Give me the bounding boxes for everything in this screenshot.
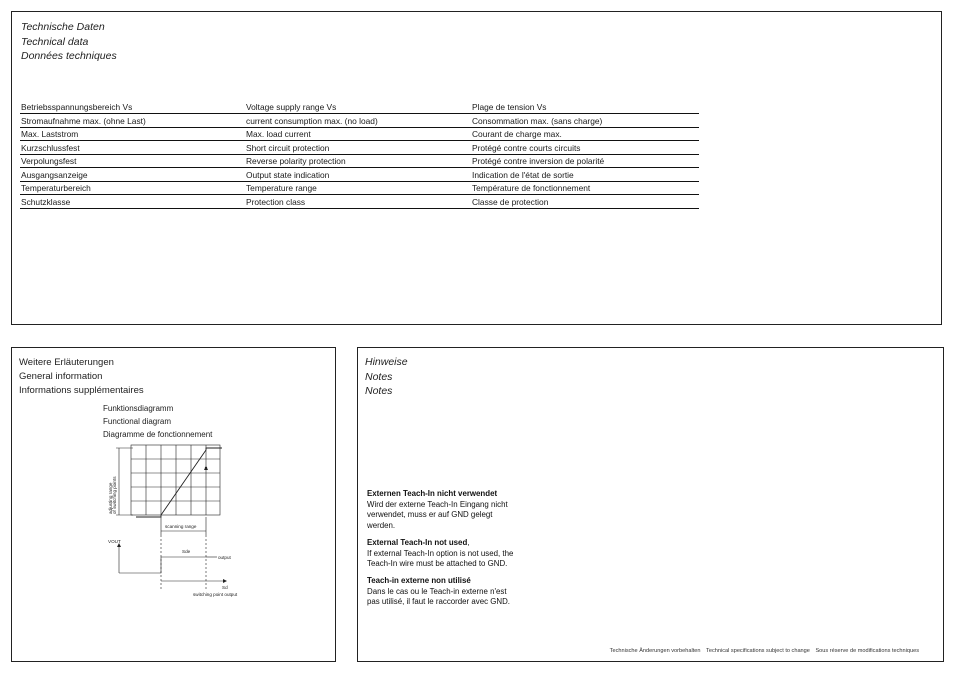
notes-heading	[365, 355, 408, 399]
spec-label-fr: Température de fonctionnement	[471, 181, 699, 195]
spec-label-en: current consumption max. (no load)	[245, 114, 471, 128]
table-row	[20, 114, 699, 128]
spec-label-de: Temperaturbereich	[20, 181, 245, 195]
note-block-fr	[367, 576, 552, 608]
switching-point-output-label: switching point output	[193, 592, 238, 597]
scanning-range-label: scanning range	[165, 524, 197, 529]
spec-label-de: Ausgangsanzeige	[20, 168, 245, 182]
spec-label-fr: Protégé contre courts circuits	[471, 141, 699, 155]
table-row	[20, 181, 699, 195]
table-row	[20, 168, 699, 182]
note-title: Externen Teach-In nicht verwendet	[367, 489, 498, 498]
table-row	[20, 195, 699, 209]
general-information-heading	[19, 356, 144, 398]
note-line: werden.	[367, 520, 396, 530]
adjusting-range-label: adjusting range	[108, 482, 113, 514]
characteristic-line	[136, 448, 222, 517]
heading-fr: Informations supplémentaires	[19, 385, 144, 396]
spec-label-en: Short circuit protection	[245, 141, 471, 155]
heading-fr: Données techniques	[21, 50, 117, 62]
spec-label-en: Output state indication	[245, 168, 471, 182]
specification-table	[20, 101, 699, 209]
note-line: Wird der externe Teach-In Eingang nicht	[367, 499, 508, 509]
switching-points-label: of switching points	[112, 476, 117, 514]
footer-fr: Sous réserve de modifications techniques	[815, 648, 919, 654]
note-title: Teach-in externe non utilisé	[367, 576, 471, 585]
heading-en: General information	[19, 371, 103, 382]
heading-de: Weitere Erläuterungen	[19, 357, 114, 368]
technical-data-panel	[11, 11, 942, 325]
heading-en: Notes	[365, 370, 393, 383]
note-title: External Teach-In not used	[367, 538, 468, 547]
spec-label-fr: Courant de charge max.	[471, 127, 699, 141]
note-line: Dans le cas ou le Teach-in externe n'est	[367, 586, 507, 596]
diagram-heading	[103, 402, 212, 441]
spec-label-en: Reverse polarity protection	[245, 154, 471, 168]
diagram-heading-de: Funktionsdiagramm	[103, 404, 174, 413]
diagram-grid-frame	[131, 445, 220, 515]
spec-label-de: Betriebsspannungsbereich Vs	[20, 101, 245, 114]
heading-de: Technische Daten	[21, 21, 105, 33]
heading-en: Technical data	[21, 35, 89, 48]
diagram-heading-fr: Diagramme de fonctionnement	[103, 430, 213, 439]
note-line: Teach-In wire must be attached to GND.	[367, 559, 508, 568]
table-row	[20, 141, 699, 155]
note-line: pas utilisé, il faut le raccorder avec GND.	[367, 597, 510, 606]
spec-label-de: Kurzschlussfest	[20, 141, 245, 155]
spec-label-en: Temperature range	[245, 181, 471, 195]
diagram-heading-en: Functional diagram	[103, 417, 172, 426]
table-row	[20, 154, 699, 168]
spec-label-en: Max. load current	[245, 127, 471, 141]
heading-fr: Notes	[365, 385, 393, 397]
general-information-panel	[11, 347, 336, 662]
note-line: If external Teach-In option is not used, the	[367, 548, 514, 558]
spec-label-de: Stromaufnahme max. (ohne Last)	[20, 114, 245, 128]
spec-label-de: Max. Laststrom	[20, 127, 245, 141]
spec-label-en: Voltage supply range Vs	[245, 101, 471, 114]
output-label: output	[218, 555, 231, 560]
table-row	[20, 127, 699, 141]
technical-data-heading	[21, 20, 117, 64]
notes-panel	[357, 347, 944, 662]
spec-label-fr: Indication de l'état de sortie	[471, 168, 699, 182]
spec-label-de: Verpolungsfest	[20, 154, 245, 168]
table-row	[20, 101, 699, 114]
note-block-de	[367, 489, 552, 531]
spec-label-fr: Plage de tension Vs	[471, 101, 699, 114]
spec-label-en: Protection class	[245, 195, 471, 209]
sd-label: Sd	[222, 585, 228, 590]
arrow-right-icon	[223, 579, 227, 583]
note-title-suffix: ,	[467, 538, 470, 547]
functional-diagram	[105, 439, 265, 609]
point-marker-icon	[205, 467, 207, 469]
note-line: verwendet, muss er auf GND gelegt	[367, 510, 493, 519]
note-block-en	[367, 538, 552, 570]
spec-label-fr: Consommation max. (sans charge)	[471, 114, 699, 128]
spec-label-de: Schutzklasse	[20, 195, 245, 209]
spec-label-fr: Classe de protection	[471, 195, 699, 209]
footer-de: Technische Änderungen vorbehalten	[609, 648, 701, 654]
footer-en: Technical specifications subject to change	[706, 648, 810, 654]
spec-label-fr: Protégé contre inversion de polarité	[471, 154, 699, 168]
sde-label: Sde	[182, 549, 191, 554]
heading-de: Hinweise	[365, 356, 408, 368]
vout-label: VOUT	[108, 539, 121, 544]
footer-disclaimer	[606, 648, 919, 654]
